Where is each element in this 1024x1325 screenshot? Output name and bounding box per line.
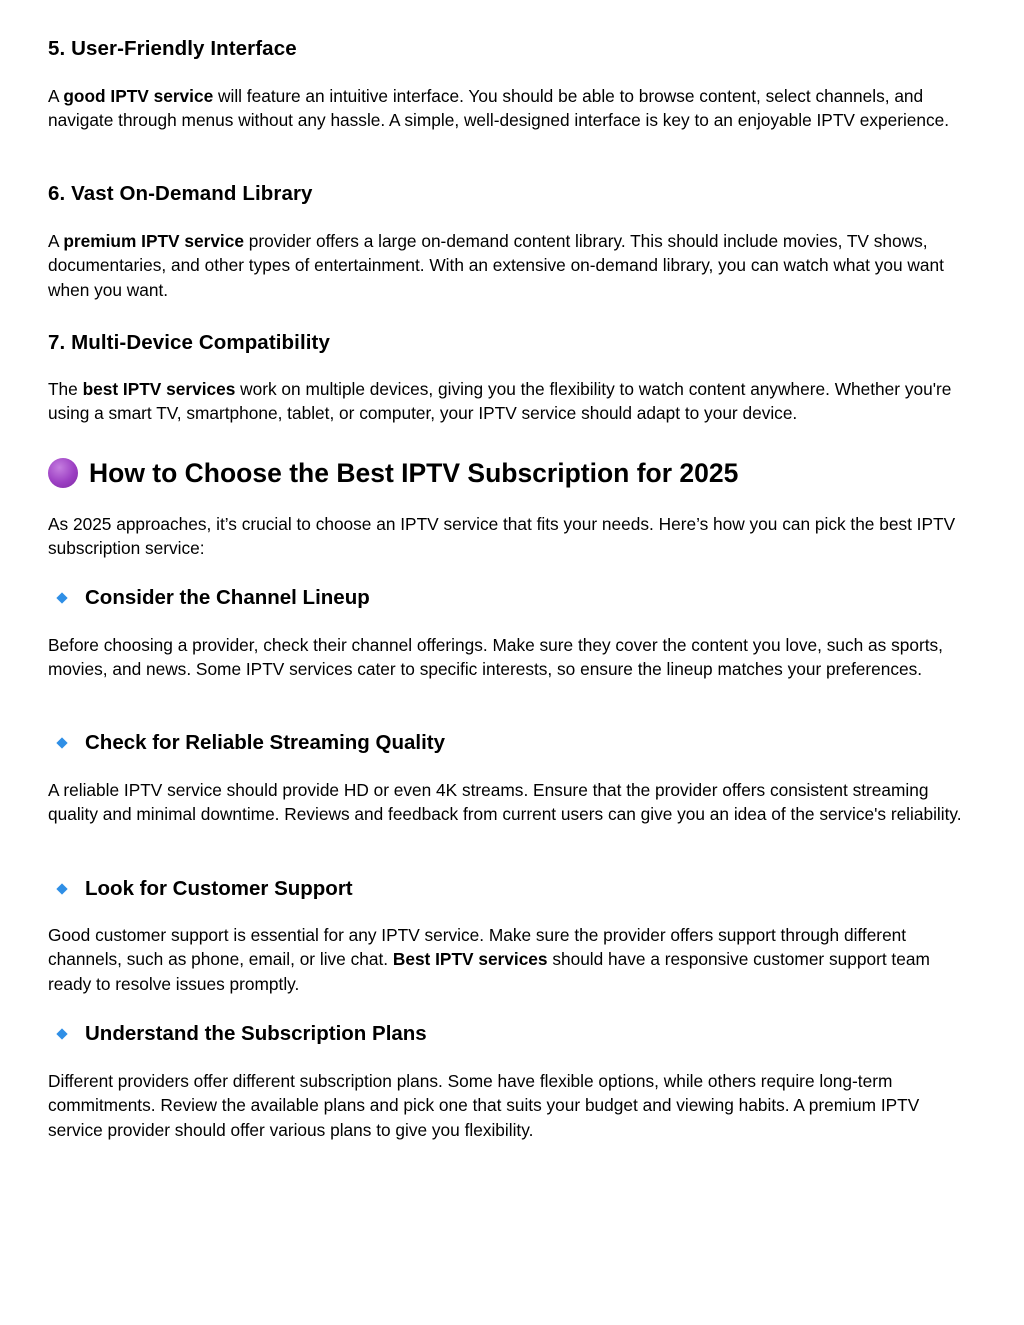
tip-heading-text: Look for Customer Support: [85, 877, 353, 900]
section-paragraph-user-friendly-interface: [48, 84, 976, 133]
paragraph-text: should have a responsive customer support team ready to resolve issues promptly.: [48, 949, 930, 994]
tip-paragraph-customer-support: [48, 923, 976, 996]
paragraph-text: work on multiple devices, giving you the flexibility to watch content anywhere. Whether you're using a smart TV, smartphone, tablet, or computer, your IPTV service should adapt to your device.: [48, 379, 952, 424]
section-paragraph-multi-device-compatibility: [48, 377, 976, 426]
paragraph-text: provider offers a large on-demand content library. This should include movies, TV shows, documentaries, and other types of entertainment. With an extensive on-demand library, you can watch what you want when you want.: [48, 231, 944, 300]
blue-diamond-icon: [56, 1028, 67, 1039]
tip-heading-channel-lineup: [48, 585, 976, 611]
tip-heading-text: Consider the Channel Lineup: [85, 586, 370, 609]
section-heading-user-friendly-interface: 5. User-Friendly Interface: [48, 37, 297, 60]
paragraph-text: A: [48, 231, 64, 251]
bold-keyword: premium IPTV service: [63, 231, 244, 251]
blue-diamond-icon: [56, 592, 67, 603]
bold-keyword: best IPTV services: [82, 379, 236, 399]
paragraph-text: The: [48, 379, 83, 399]
section-heading-multi-device-compatibility: 7. Multi-Device Compatibility: [48, 331, 330, 354]
blue-diamond-icon: [56, 883, 67, 894]
main-heading: [48, 456, 976, 490]
main-heading-text: How to Choose the Best IPTV Subscription for 2025: [89, 458, 739, 488]
tip-heading-text: Check for Reliable Streaming Quality: [85, 731, 445, 754]
tip-paragraph-streaming-quality: [48, 778, 976, 827]
paragraph-text: A reliable IPTV service should provide HD or even 4K streams. Ensure that the provider offers consistent streaming quality and minimal downtime. Reviews and feedback from current users can give you an idea of the service's reliability.: [48, 780, 962, 825]
blue-diamond-icon: [56, 737, 67, 748]
bold-keyword: Best IPTV services: [392, 949, 548, 970]
section-heading-vast-on-demand-library: 6. Vast On-Demand Library: [48, 182, 313, 205]
tip-heading-text: Understand the Subscription Plans: [85, 1022, 427, 1045]
paragraph-text: Good customer support is essential for any IPTV service. Make sure the provider offers support through different channels, such as phone, email, or live chat.: [48, 925, 907, 970]
section-paragraph-vast-on-demand-library: [48, 229, 976, 302]
tip-heading-subscription-plans: [48, 1021, 976, 1047]
paragraph-text: Different providers offer different subscription plans. Some have flexible options, while others require long-term commitments. Review the available plans and pick one that suits your budget and viewing habits. A premium IPTV service provider should offer various plans to give you flexibility.: [48, 1071, 920, 1140]
tip-paragraph-channel-lineup: [48, 633, 976, 682]
tip-heading-streaming-quality: [48, 730, 976, 756]
purple-circle-icon: [48, 458, 78, 488]
paragraph-text: will feature an intuitive interface. You should be able to browse content, select channels, and navigate through menus without any hassle. A simple, well-designed interface is key to an enjoyable IPTV experience.: [48, 86, 950, 131]
intro-paragraph: As 2025 approaches, it’s crucial to choose an IPTV service that fits your needs. Here’s how you can pick the best IPTV subscription service:: [48, 514, 956, 559]
paragraph-text: Before choosing a provider, check their channel offerings. Make sure they cover the content you love, such as sports, movies, and news. Some IPTV services cater to specific interests, so ensure the lineup matches your preferences.: [48, 635, 943, 680]
tip-heading-customer-support: [48, 876, 976, 902]
bold-keyword: good IPTV service: [63, 86, 214, 106]
paragraph-text: A: [48, 86, 64, 106]
tip-paragraph-subscription-plans: [48, 1069, 976, 1142]
